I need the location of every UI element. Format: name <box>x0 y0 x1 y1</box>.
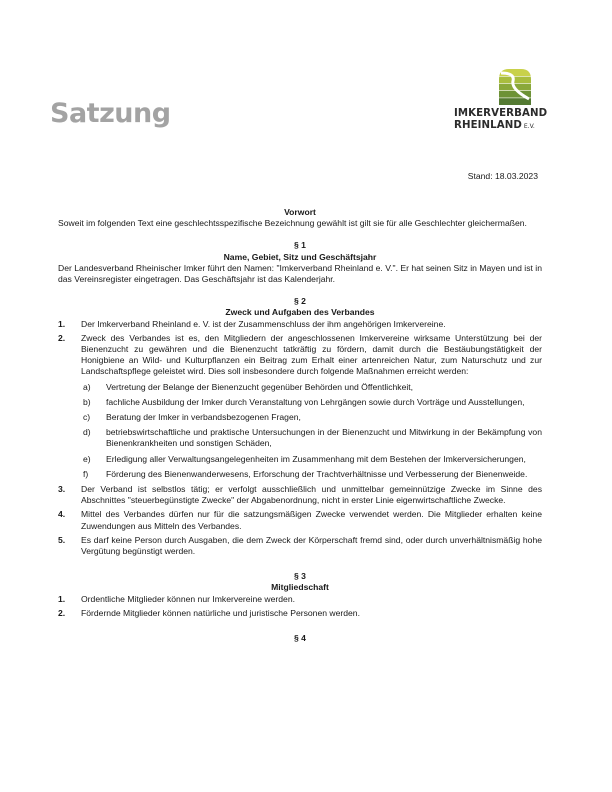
list-item <box>58 319 542 330</box>
list-item-number: 2. <box>58 607 66 618</box>
list-item-text: Ordentliche Mitglieder können nur Imkervereine werden. <box>81 593 295 604</box>
list-item-text: Der Verband ist selbstlos tätig; er verfolgt ausschließlich und unmittelbar gemeinnützige Zwecke im Sinne des Abschnittes "steuerbegünstigte Zwecke" der Abgabenordnung, nicht in erster Linie eigenwirtschaftliche Zwecke. <box>81 484 542 506</box>
vorwort-heading: Vorwort <box>284 207 316 217</box>
section-4-number: § 4 <box>294 633 306 644</box>
sub-item-text: fachliche Ausbildung der Imker durch Veranstaltung von Lehrgängen sowie durch Vorträge und Ausstellungen, <box>106 396 525 407</box>
document-title: Satzung <box>50 98 171 129</box>
sub-item-letter: b) <box>83 396 91 407</box>
list-item-text: Mittel des Verbandes dürfen nur für die satzungsmäßigen Zwecke verwendet werden. Die Mitglieder erhalten keine Zuwendungen aus Mitteln des Verbandes. <box>81 509 542 531</box>
section-1-title: Name, Gebiet, Sitz und Geschäftsjahr <box>223 251 377 262</box>
list-item <box>58 608 542 619</box>
sub-list <box>81 382 542 480</box>
sub-item-letter: d) <box>83 427 91 438</box>
list-item-text: Fördernde Mitglieder können natürliche und juristische Personen werden. <box>81 607 360 618</box>
logo-wordmark <box>454 108 574 133</box>
section-3-title: Mitgliedschaft <box>271 582 329 593</box>
list-item-number: 2. <box>58 332 66 343</box>
sub-item-text: betriebswirtschaftliche und praktische Untersuchungen in der Bienenzucht und Mitwirkung in der Bekämpfung von Bienenkrankheiten und sonstigen Schäden, <box>106 427 542 449</box>
list-item <box>58 509 542 531</box>
organization-logo <box>454 68 574 140</box>
list-item <box>58 484 542 506</box>
logo-suffix: E.V. <box>523 123 535 130</box>
list-item <box>58 333 542 480</box>
section-1-text: Der Landesverband Rheinischer Imker führt den Namen: "Imkerverband Rheinland e. V.". Er hat seinen Sitz in Mayen und ist in das Vereinsregister eingetragen. Das Geschäftsjahr ist das Kalenderjahr. <box>58 262 542 285</box>
list-item-number: 3. <box>58 484 66 495</box>
section-2-number: § 2 <box>294 296 306 307</box>
list-item <box>58 594 542 605</box>
logo-mark-icon <box>499 69 531 105</box>
list-item-text: Zweck des Verbandes ist es, den Mitgliedern der angeschlossenen Imkervereine wirksame Unterstützung bei der Bienenzucht zu gewähren und die Bienenzucht tatkräftig zu fördern, damit durch die Bestäubungstätigkeit der Honigbiene an Wild- und Kulturpflanzen ein Beitrag zum Erhalt einer artenreichen Natur, zum Naturschutz und zur Landschaftspflege geleistet wird. Dies soll insbesondere durch folgende Maßnahmen erreicht werden: <box>81 332 542 377</box>
section-2-title: Zweck und Aufgaben des Verbandes <box>225 307 375 318</box>
section-3-list <box>58 594 542 619</box>
logo-line-2: RHEINLAND <box>454 120 522 131</box>
sub-list-item <box>81 397 542 408</box>
list-item-number: 1. <box>58 593 66 604</box>
sub-list-item <box>81 382 542 393</box>
list-item-text: Es darf keine Person durch Ausgaben, die dem Zweck der Körperschaft fremd sind, oder durch unverhältnismäßig hohe Vergütung begünstigt werden. <box>81 534 542 557</box>
section-2-list <box>58 319 542 558</box>
list-item-number: 4. <box>58 509 66 520</box>
sub-item-letter: f) <box>83 468 89 479</box>
sub-item-text: Erledigung aller Verwaltungsangelegenheiten im Zusammenhang mit dem Bestehen der Imkerversicherungen, <box>106 453 526 464</box>
sub-item-text: Vertretung der Belange der Bienenzucht gegenüber Behörden und Öffentlichkeit, <box>106 381 414 392</box>
list-item-number: 1. <box>58 318 66 329</box>
sub-list-item <box>81 412 542 423</box>
sub-list-item <box>81 469 542 480</box>
list-item-text: Der Imkerverband Rheinland e. V. ist der Zusammenschluss der ihm angehörigen Imkervereine. <box>81 318 446 329</box>
sub-list-item <box>81 454 542 465</box>
sub-item-letter: c) <box>83 412 91 423</box>
vorwort-text: Soweit im folgenden Text eine geschlechtsspezifische Bezeichnung gewählt ist gilt sie für alle Geschlechter gleichermaßen. <box>58 218 527 229</box>
list-item <box>58 535 542 557</box>
sub-item-letter: e) <box>83 453 91 464</box>
sub-list-item <box>81 427 542 449</box>
sub-item-text: Beratung der Imker in verbandsbezogenen Fragen, <box>106 412 301 423</box>
list-item-number: 5. <box>58 534 66 545</box>
sub-item-text: Förderung des Bienenwanderwesens, Erforschung der Trachtverhältnisse und Verbesserung der Bienenweide. <box>106 468 528 479</box>
logo-line-1: IMKERVERBAND <box>454 108 548 119</box>
date-stamp: Stand: 18.03.2023 <box>467 171 538 181</box>
sub-item-letter: a) <box>83 381 91 392</box>
section-3-number: § 3 <box>294 571 306 582</box>
section-1-number: § 1 <box>294 240 306 251</box>
document-body <box>58 207 542 644</box>
